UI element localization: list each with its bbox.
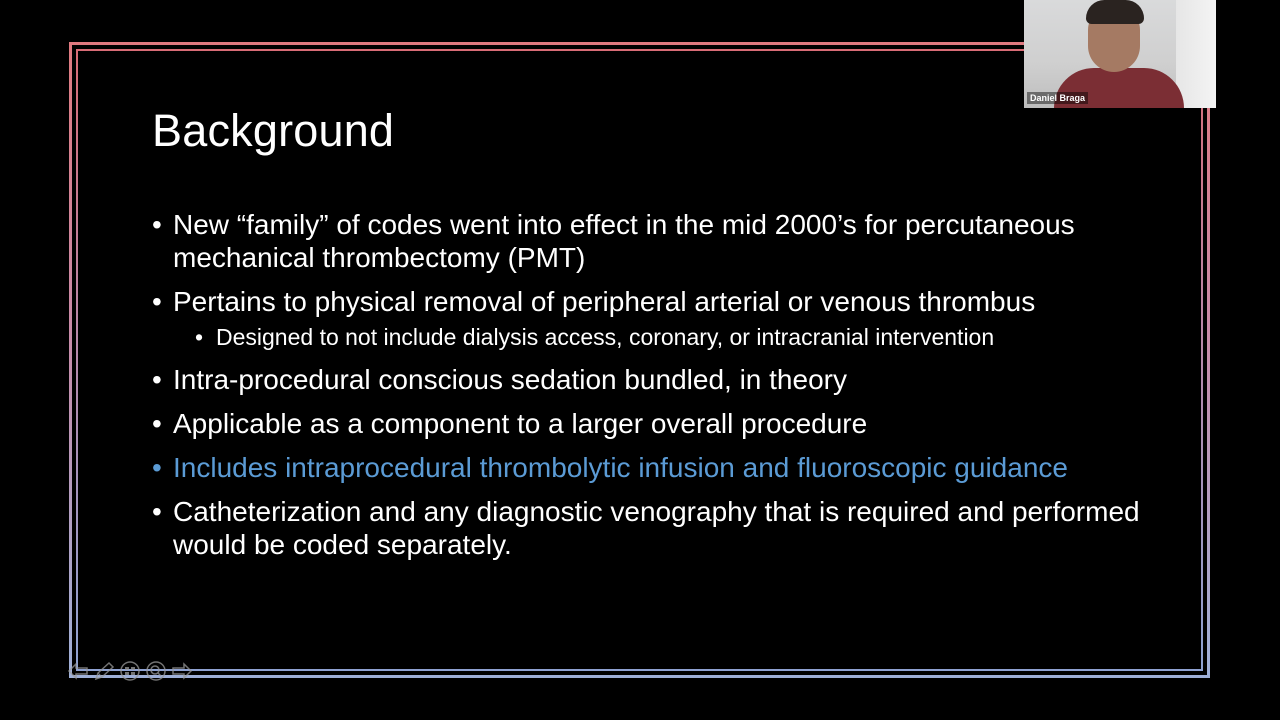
bullet-item <box>150 407 1140 440</box>
pen-icon[interactable] <box>92 660 116 682</box>
bullet-list <box>150 208 1140 572</box>
previous-arrow-icon[interactable] <box>66 660 90 682</box>
webcam-person-hair <box>1086 0 1144 24</box>
bullet-dot: • <box>152 364 162 395</box>
bullet-dot: • <box>195 324 204 350</box>
next-arrow-icon[interactable] <box>170 660 194 682</box>
webcam-background <box>1176 0 1216 108</box>
slideshow-toolbar <box>66 660 194 682</box>
bullet-item-highlighted <box>150 451 1140 484</box>
bullet-item <box>150 285 1140 318</box>
bullet-text: Pertains to physical removal of peripheral arterial or venous thrombus <box>173 286 1036 317</box>
participant-name-label: Daniel Braga <box>1027 92 1088 104</box>
bullet-text: Includes intraprocedural thrombolytic infusion and fluoroscopic guidance <box>173 452 1068 483</box>
bullet-dot: • <box>152 286 162 317</box>
bullet-dot: • <box>152 408 162 439</box>
bullet-item <box>150 495 1140 561</box>
see-all-slides-icon[interactable] <box>118 660 142 682</box>
webcam-video-tile[interactable] <box>1024 0 1216 108</box>
bullet-text: Applicable as a component to a larger overall procedure <box>173 408 868 439</box>
bullet-dot: • <box>152 452 162 483</box>
bullet-text: Intra-procedural conscious sedation bundled, in theory <box>173 364 847 395</box>
bullet-item <box>150 363 1140 396</box>
sub-bullet-item <box>150 323 1140 351</box>
bullet-dot: • <box>152 496 162 527</box>
bullet-text: Catheterization and any diagnostic venography that is required and performed would be coded separately. <box>173 496 1140 560</box>
sub-bullet-text: Designed to not include dialysis access, coronary, or intracranial intervention <box>216 324 995 350</box>
bullet-dot: • <box>152 209 162 240</box>
zoom-icon[interactable] <box>144 660 168 682</box>
bullet-text: New “family” of codes went into effect in the mid 2000’s for percutaneous mechanical thrombectomy (PMT) <box>173 209 1075 273</box>
bullet-item <box>150 208 1140 274</box>
slide-title: Background <box>152 105 395 156</box>
